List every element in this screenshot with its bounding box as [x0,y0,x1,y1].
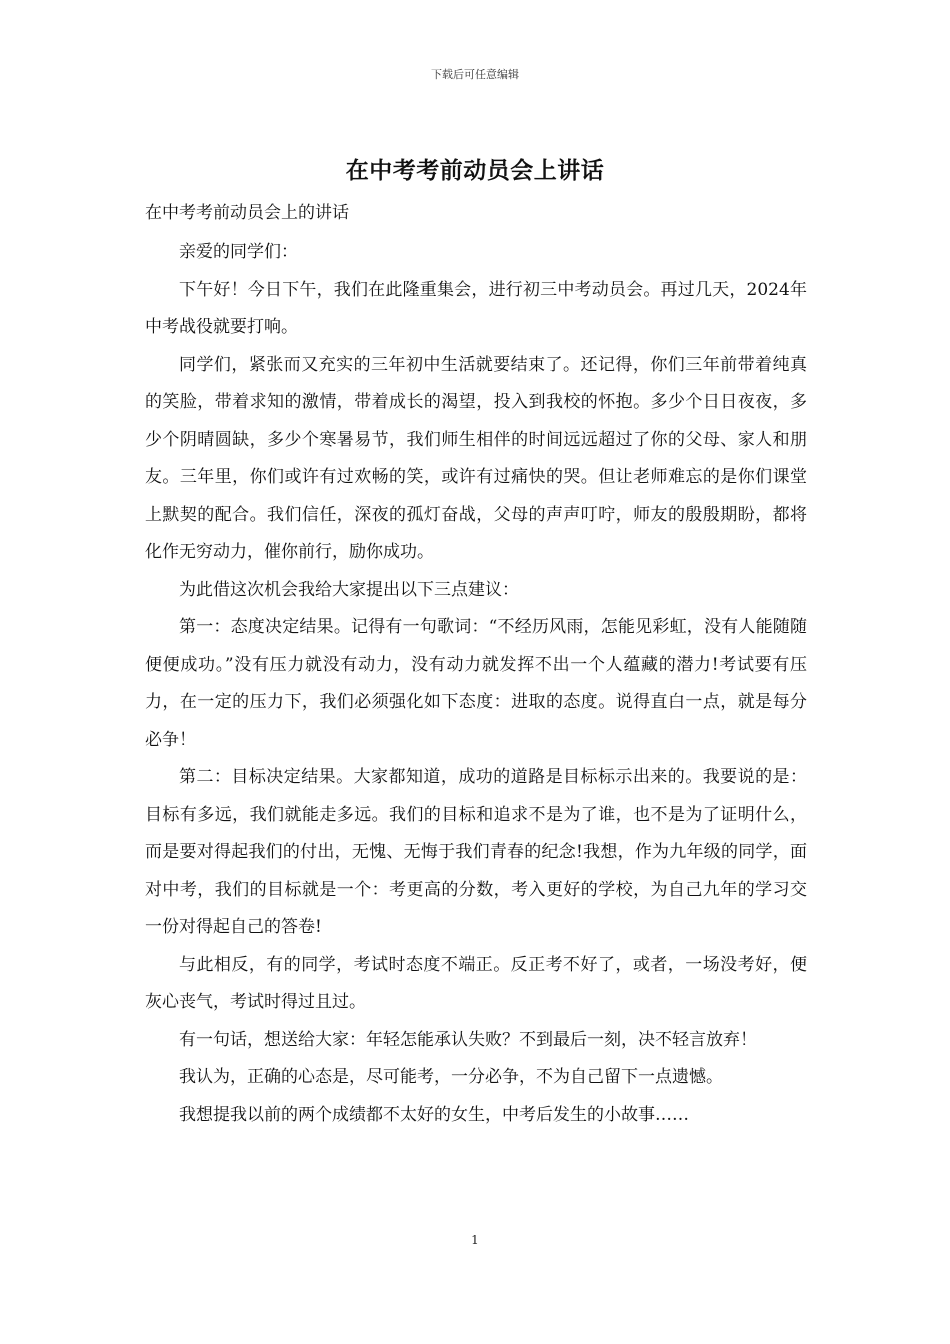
paragraph-opening: 下午好！今日下午，我们在此隆重集会，进行初三中考动员会。再过几天，2024年中考战役就要打响。 [145,279,807,337]
paragraph-point-two: 第二：目标决定结果。大家都知道，成功的道路是目标标示出来的。我要说的是：目标有多远，我们就能走多远。我们的目标和追求不是为了谁，也不是为了证明什么，而是要对得起我们的付出，无愧、无悔于我们青春的纪念!我想，作为九年级的同学，面对中考，我们的目标就是一个：考更高的分数，考入更好的学校，为自己九年的学习交一份对得起自己的答卷! [145,767,807,937]
paragraph-mindset: 我认为，正确的心态是，尽可能考，一分必争，不为自己留下一点遗憾。 [179,1067,723,1087]
paragraph-contrast: 与此相反，有的同学，考试时态度不端正。反正考不好了，或者，一场没考好，便灰心丧气，考试时得过且过。 [145,954,807,1012]
paragraph-story: 我想提我以前的两个成绩都不太好的女生，中考后发生的小故事…… [179,1104,689,1125]
paragraph-quote: 有一句话，想送给大家：年轻怎能承认失败？不到最后一刻，决不轻言放弃！ [179,1029,757,1050]
paragraph-greeting: 亲爱的同学们： [179,242,298,262]
page-header-note: 下载后可任意编辑 [431,68,519,81]
document-subtitle: 在中考考前动员会上的讲话 [145,203,349,223]
document-title: 在中考考前动员会上讲话 [345,157,605,184]
paragraph-suggestions-intro: 为此借这次机会我给大家提出以下三点建议： [179,579,519,600]
paragraph-point-one: 第一：态度决定结果。记得有一句歌词：“不经历风雨，怎能见彩虹，没有人能随随便便成功。”没有压力就没有动力，没有动力就发挥不出一个人蕴藏的潜力!考试要有压力，在一定的压力下，我们必须强化如下态度：进取的态度。说得直白一点，就是每分必争！ [145,617,807,750]
paragraph-memories: 同学们，紧张而又充实的三年初中生活就要结束了。还记得，你们三年前带着纯真的笑脸，带着求知的激情，带着成长的渴望，投入到我校的怀抱。多少个日日夜夜，多少个阴晴圆缺，多少个寒暑易节，我们师生相伴的时间远远超过了你的父母、家人和朋友。三年里，你们或许有过欢畅的笑，或许有过痛快的哭。但让老师难忘的是你们课堂上默契的配合。我们信任，深夜的孤灯奋战，父母的声声叮咛，师友的殷殷期盼，都将化作无穷动力，催你前行，励你成功。 [145,354,807,562]
document-body [145,234,807,1134]
page-number: 1 [471,1233,479,1247]
